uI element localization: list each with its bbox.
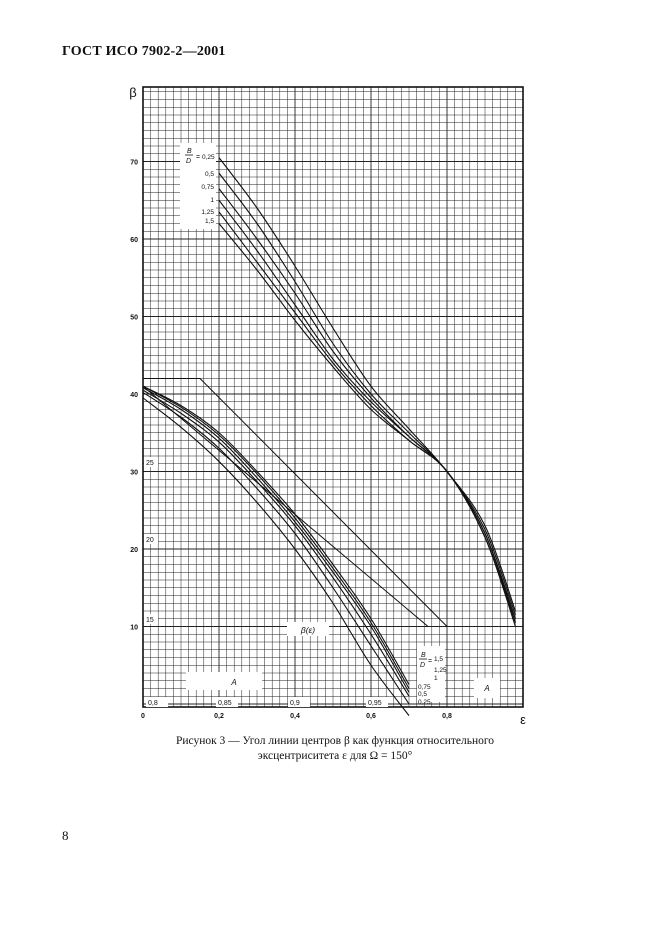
inner-x-tick-label: 0,9	[290, 700, 300, 707]
upper-family-label: 0,75	[201, 184, 214, 191]
upper-family-label: 1	[210, 197, 214, 204]
inner-x-tick-label: 0,8	[148, 700, 158, 707]
upper-family-label: 0,25	[202, 154, 215, 161]
ratio-denominator-lower: D	[420, 662, 426, 669]
x-tick-label: 0,2	[214, 713, 224, 720]
series-lines	[143, 158, 515, 716]
region-a-box-left	[186, 672, 262, 690]
caption-line-1: Рисунок 3 — Угол линии центров β как функция относительного	[175, 735, 495, 747]
x-tick-label: 0	[141, 713, 145, 720]
y-tick-label: 50	[130, 314, 138, 322]
caption-line-2: эксцентриситета ε для Ω = 150°	[257, 750, 413, 762]
upper-family-label: 1,5	[204, 218, 214, 225]
inner-y-tick-label: 20	[146, 537, 154, 544]
region-a-label-left: A	[231, 678, 237, 687]
inner-y-tick-label: 25	[146, 460, 154, 467]
x-tick-label: 0,4	[290, 713, 300, 720]
page-number: 8	[62, 828, 69, 843]
x-axis-label: ε	[520, 712, 526, 727]
figure-caption	[120, 734, 550, 764]
lower-family-label: 0,75	[418, 684, 431, 691]
ratio-numerator-upper: B	[187, 148, 192, 155]
ratio-numerator-lower: B	[421, 652, 426, 659]
inner-x-tick-label: 0,85	[218, 700, 232, 707]
upper-series-line	[219, 189, 515, 619]
upper-series-line	[219, 158, 515, 611]
ratio-equals-upper: =	[196, 154, 201, 161]
upper-family-label: 1,25	[201, 209, 214, 216]
lower-family-label: 1,25	[434, 667, 447, 674]
y-axis-label: β	[129, 85, 137, 100]
x-tick-label: 0,8	[442, 713, 452, 720]
inner-x-tick-label: 0,95	[368, 700, 382, 707]
ratio-equals-lower: =	[428, 658, 433, 665]
lower-family-label: 1	[434, 675, 438, 682]
inner-y-tick-label: 15	[146, 617, 154, 624]
y-tick-label: 40	[130, 392, 138, 399]
lower-series-line	[143, 388, 409, 693]
y-tick-label: 30	[130, 469, 138, 477]
y-tick-label: 70	[130, 159, 138, 167]
region-a-label-right: A	[484, 684, 490, 693]
upper-family-label: 0,5	[204, 171, 214, 178]
lower-family-label: 0,5	[418, 691, 428, 698]
document-header: ГОСТ ИСО 7902-2—2001	[62, 44, 226, 59]
x-tick-label: 0,6	[366, 713, 376, 720]
lower-family-label: 0,25	[418, 699, 431, 706]
lower-family-label: 1,5	[434, 656, 444, 663]
y-tick-label: 20	[130, 547, 138, 554]
y-tick-label: 10	[130, 624, 138, 632]
curve-label: β(ε)	[300, 625, 316, 635]
y-tick-label: 60	[130, 237, 138, 244]
lower-series-line	[143, 390, 409, 696]
ratio-denominator-upper: D	[186, 158, 192, 165]
lower-series-line	[143, 386, 409, 684]
upper-series-line	[219, 200, 515, 622]
